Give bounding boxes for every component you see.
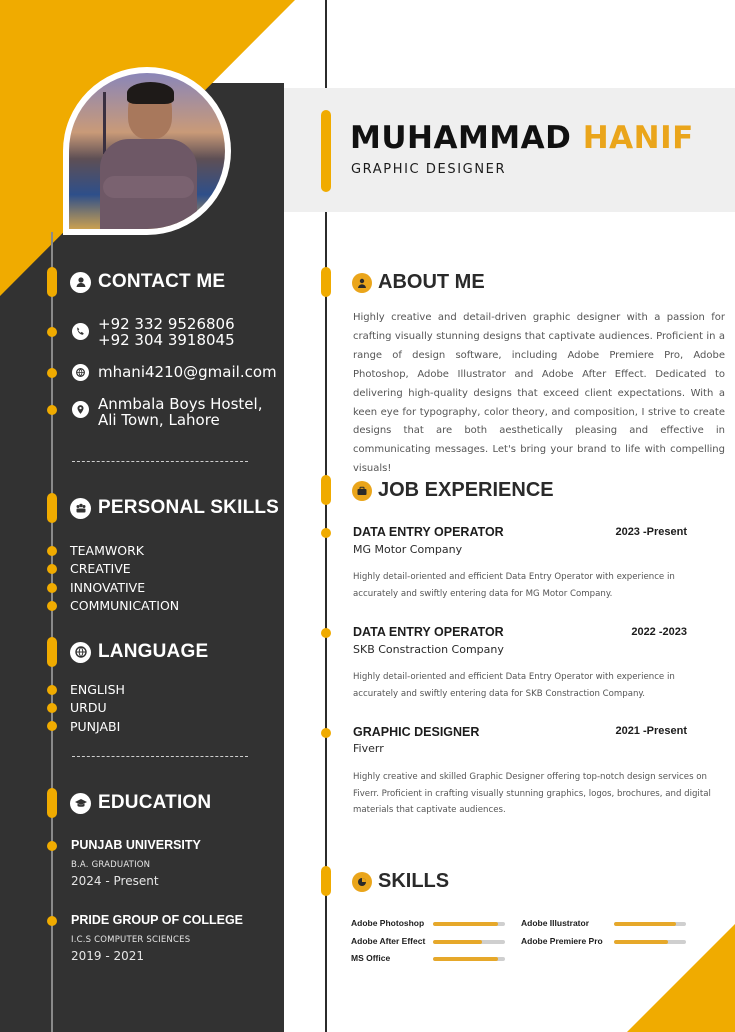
timeline-dot	[321, 628, 331, 638]
timeline-dot	[47, 405, 57, 415]
skill-label: Adobe After Effect	[351, 936, 426, 946]
personal-skills-heading	[70, 497, 279, 519]
globe-email-icon	[72, 364, 89, 381]
language-title: LANGUAGE	[98, 641, 209, 662]
divider	[72, 461, 248, 462]
job-description: Highly detail-oriented and efficient Data Entry Operator with experience in accurately and swiftly entering data for MG Motor Company.	[353, 572, 675, 599]
skills-title: SKILLS	[378, 870, 450, 892]
job-company: Fiverr	[353, 742, 384, 755]
timeline-dot	[321, 528, 331, 538]
job-dates: 2021 -Present	[615, 725, 687, 737]
contact-heading	[70, 271, 225, 293]
language-list	[70, 681, 125, 736]
timeline-dot	[47, 564, 57, 574]
job-title: DATA ENTRY OPERATOR	[353, 625, 504, 639]
divider	[72, 756, 248, 757]
skill-bar-premiere-pro	[614, 940, 686, 944]
timeline-dot	[47, 685, 57, 695]
job-title: DATA ENTRY OPERATOR	[353, 525, 504, 539]
list-item: TEAMWORK	[70, 543, 144, 558]
skill-bar-photoshop	[433, 922, 505, 926]
email-link[interactable]: mhani4210@gmail.com	[98, 363, 277, 381]
pie-chart-icon	[352, 872, 372, 892]
timeline-dot	[47, 721, 57, 731]
timeline-dot	[47, 841, 57, 851]
education-school: PUNJAB UNIVERSITY	[71, 838, 201, 852]
contact-phone	[72, 316, 235, 348]
about-title: ABOUT ME	[378, 271, 485, 293]
timeline-marker	[321, 475, 331, 505]
job-company: SKB Constraction Company	[353, 643, 504, 656]
job-description: Highly creative and skilled Graphic Designer offering top-notch design services on Fiverr. Proficient in crafting visually stunning graphics, logos, brochures, and digital materials that captivate audiences.	[353, 772, 711, 815]
location-pin-icon	[72, 401, 89, 418]
language-heading	[70, 641, 208, 663]
briefcase-icon	[352, 481, 372, 501]
job-dates: 2023 -Present	[615, 526, 687, 538]
timeline-dot	[47, 327, 57, 337]
list-item: CREATIVE	[70, 561, 131, 577]
education-years: 2024 - Present	[71, 874, 159, 888]
full-name	[350, 120, 694, 156]
list-item: ENGLISH	[70, 682, 125, 697]
graduation-cap-icon	[70, 793, 91, 814]
timeline-dot	[47, 546, 57, 556]
first-name: MUHAMMAD	[350, 120, 572, 156]
education-years: 2019 - 2021	[71, 949, 145, 963]
education-degree: B.A. GRADUATION	[71, 860, 151, 870]
contact-email	[72, 364, 277, 381]
education-heading	[70, 792, 211, 814]
profile-photo-frame	[63, 67, 231, 235]
skill-label: Adobe Photoshop	[351, 918, 425, 928]
phone-number-1[interactable]: +92 332 9526806	[98, 315, 235, 333]
skill-bar-after-effect	[433, 940, 505, 944]
timeline-marker	[47, 788, 57, 818]
experience-heading	[352, 479, 554, 502]
education-degree: I.C.S COMPUTER SCIENCES	[71, 935, 191, 945]
skill-label: MS Office	[351, 953, 391, 963]
about-heading	[352, 271, 485, 294]
list-item: URDU	[70, 700, 107, 716]
contact-address	[72, 396, 262, 428]
timeline-dot	[47, 368, 57, 378]
about-text: Highly creative and detail-driven graphic designer with a passion for crafting visually stunning designs that captivate audiences. Proficient in a range of design software, including Adobe Premiere Pro, Adobe Photoshop, Adobe Illustrator and Adobe After Effect. Dedicated to delivering high-quality designs that exceed client expectations. With a keen eye for typography, color theory, and composition, I strive to create designs that are both aesthetically pleasing and effective in communicating messages. Let's bring your brand to life with compelling visuals!	[353, 312, 725, 475]
timeline-marker	[47, 267, 57, 297]
timeline-dot	[47, 601, 57, 611]
skill-label: Adobe Premiere Pro	[521, 936, 603, 946]
person-icon	[352, 273, 372, 293]
job-role: GRAPHIC DESIGNER	[351, 162, 507, 177]
profile-photo	[69, 73, 225, 229]
skill-bar-illustrator	[614, 922, 686, 926]
experience-title: JOB EXPERIENCE	[378, 479, 554, 501]
sidebar-timeline-line	[51, 232, 53, 1032]
skills-heading	[352, 870, 449, 893]
phone-number-2[interactable]: +92 304 3918045	[98, 331, 235, 349]
phone-icon	[72, 323, 89, 340]
contact-title: CONTACT ME	[98, 271, 226, 292]
education-title: EDUCATION	[98, 792, 212, 813]
timeline-marker	[321, 866, 331, 896]
last-name: HANIF	[582, 120, 694, 156]
team-icon	[70, 498, 91, 519]
list-item: COMMUNICATION	[70, 597, 180, 613]
timeline-dot	[47, 703, 57, 713]
timeline-marker	[321, 110, 331, 192]
list-item: INNOVATIVE	[70, 579, 146, 595]
list-item: PUNJABI	[70, 718, 121, 734]
timeline-marker	[47, 493, 57, 523]
personal-skills-title: PERSONAL SKILLS	[98, 497, 280, 518]
user-circle-icon	[70, 272, 91, 293]
globe-icon	[70, 642, 91, 663]
timeline-dot	[321, 728, 331, 738]
timeline-marker	[47, 637, 57, 667]
skill-bar-ms-office	[433, 957, 505, 961]
skill-label: Adobe Illustrator	[521, 918, 590, 928]
timeline-dot	[47, 583, 57, 593]
job-description: Highly detail-oriented and efficient Data Entry Operator with experience in accurately and swiftly entering data for SKB Constraction Company.	[353, 672, 675, 699]
timeline-marker	[321, 267, 331, 297]
job-dates: 2022 -2023	[631, 626, 687, 638]
job-company: MG Motor Company	[353, 543, 463, 556]
personal-skills-list	[70, 542, 179, 615]
address-line-1: Anmbala Boys Hostel,	[98, 395, 263, 413]
education-school: PRIDE GROUP OF COLLEGE	[71, 913, 244, 927]
timeline-dot	[47, 916, 57, 926]
address-line-2: Ali Town, Lahore	[98, 411, 220, 429]
job-title: GRAPHIC DESIGNER	[353, 725, 480, 739]
